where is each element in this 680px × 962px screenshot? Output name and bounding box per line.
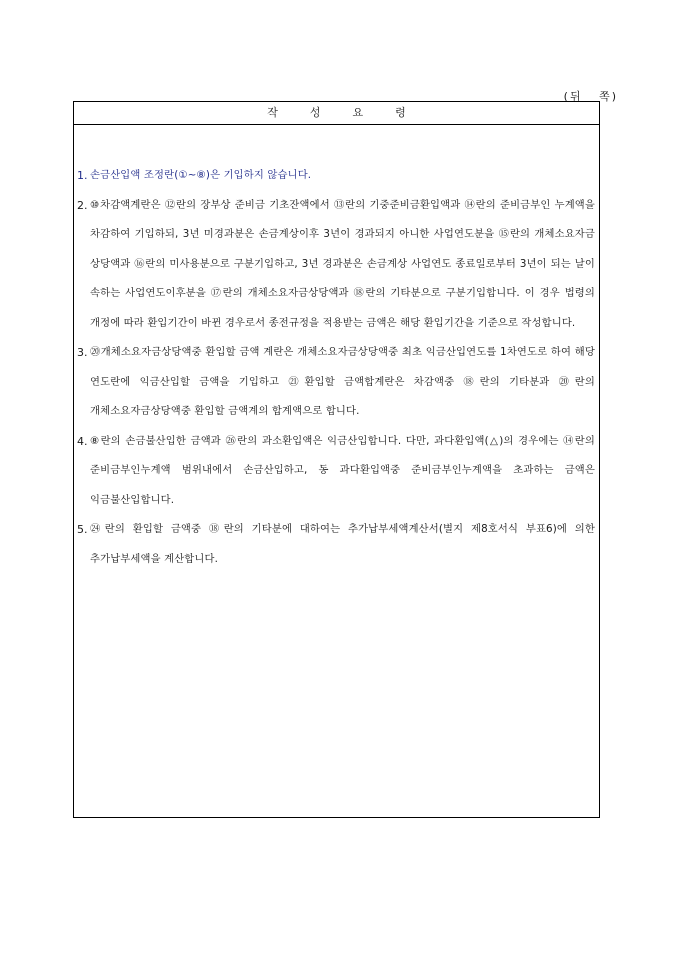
instruction-item-1: [77, 161, 595, 191]
instruction-item-4: [77, 427, 595, 516]
instruction-item-3: [77, 338, 595, 427]
item-text: ⑳개체소요자금상당액중 환입할 금액 계란은 개체소요자금상당액중 최초 익금산입연도를 1차연도로 하여 해당 연도란에 익금산입할 금액을 기입하고 ㉑환입할 금액합계란은 차감액중 ⑱란의 기타분과 ⑳란의 개체소요자금상당액중 환입할 금액계의 합계액으로 합니다.: [90, 346, 595, 417]
instruction-item-2: [77, 191, 595, 339]
item-text: ㉔란의 환입할 금액중 ⑱란의 기타분에 대하여는 추가납부세액계산서(별지 제8호서식 부표6)에 의한 추가납부세액을 계산합니다.: [90, 523, 595, 565]
page-side-label: (뒤 쪽): [563, 90, 618, 103]
instruction-list: [74, 161, 599, 574]
form-title: 작성요령: [74, 102, 599, 125]
item-number: 4.: [77, 434, 88, 448]
instructions-box: [73, 101, 600, 818]
item-number: 2.: [77, 198, 88, 212]
item-text: 손금산입액 조정란(①~⑧)은 기입하지 않습니다.: [90, 169, 312, 181]
item-text: ⑧란의 손금불산입한 금액과 ㉖란의 과소환입액은 익금산입합니다. 다만, 과다환입액(△)의 경우에는 ⑭란의 준비금부인누계액 범위내에서 손금산입하고, 동 과다환입액중 준비금부인누계액을 초과하는 금액은 익금불산입합니다.: [90, 434, 595, 506]
item-number: 3.: [77, 346, 88, 359]
instruction-item-5: [77, 515, 595, 574]
item-number: 5.: [77, 523, 88, 536]
item-number: 1.: [77, 169, 88, 182]
item-text: ⑩차감액계란은 ⑫란의 장부상 준비금 기초잔액에서 ⑬란의 기중준비금환입액과 ⑭란의 준비금부인 누계액을 차감하여 기입하되, 3년 미경과분은 손금계상이후 3년이 경과되지 아니한 사업연도분을 ⑮란의 개체소요자금 상당액과 ⑯란의 미사용분으로 구분기입하고, 3년 경과분은 손금계상 사업연도 종료일로부터 3년이 되는 날이 속하는 사업연도이후분을 ⑰란의 개체소요자금상당액과 ⑱란의 기타분으로 구분기입합니다. 이 경우 법령의 개정에 따라 환입기간이 바뀐 경우로서 종전규정을 적용받는 금액은 해당 환입기간을 기준으로 작성합니다.: [90, 198, 595, 329]
